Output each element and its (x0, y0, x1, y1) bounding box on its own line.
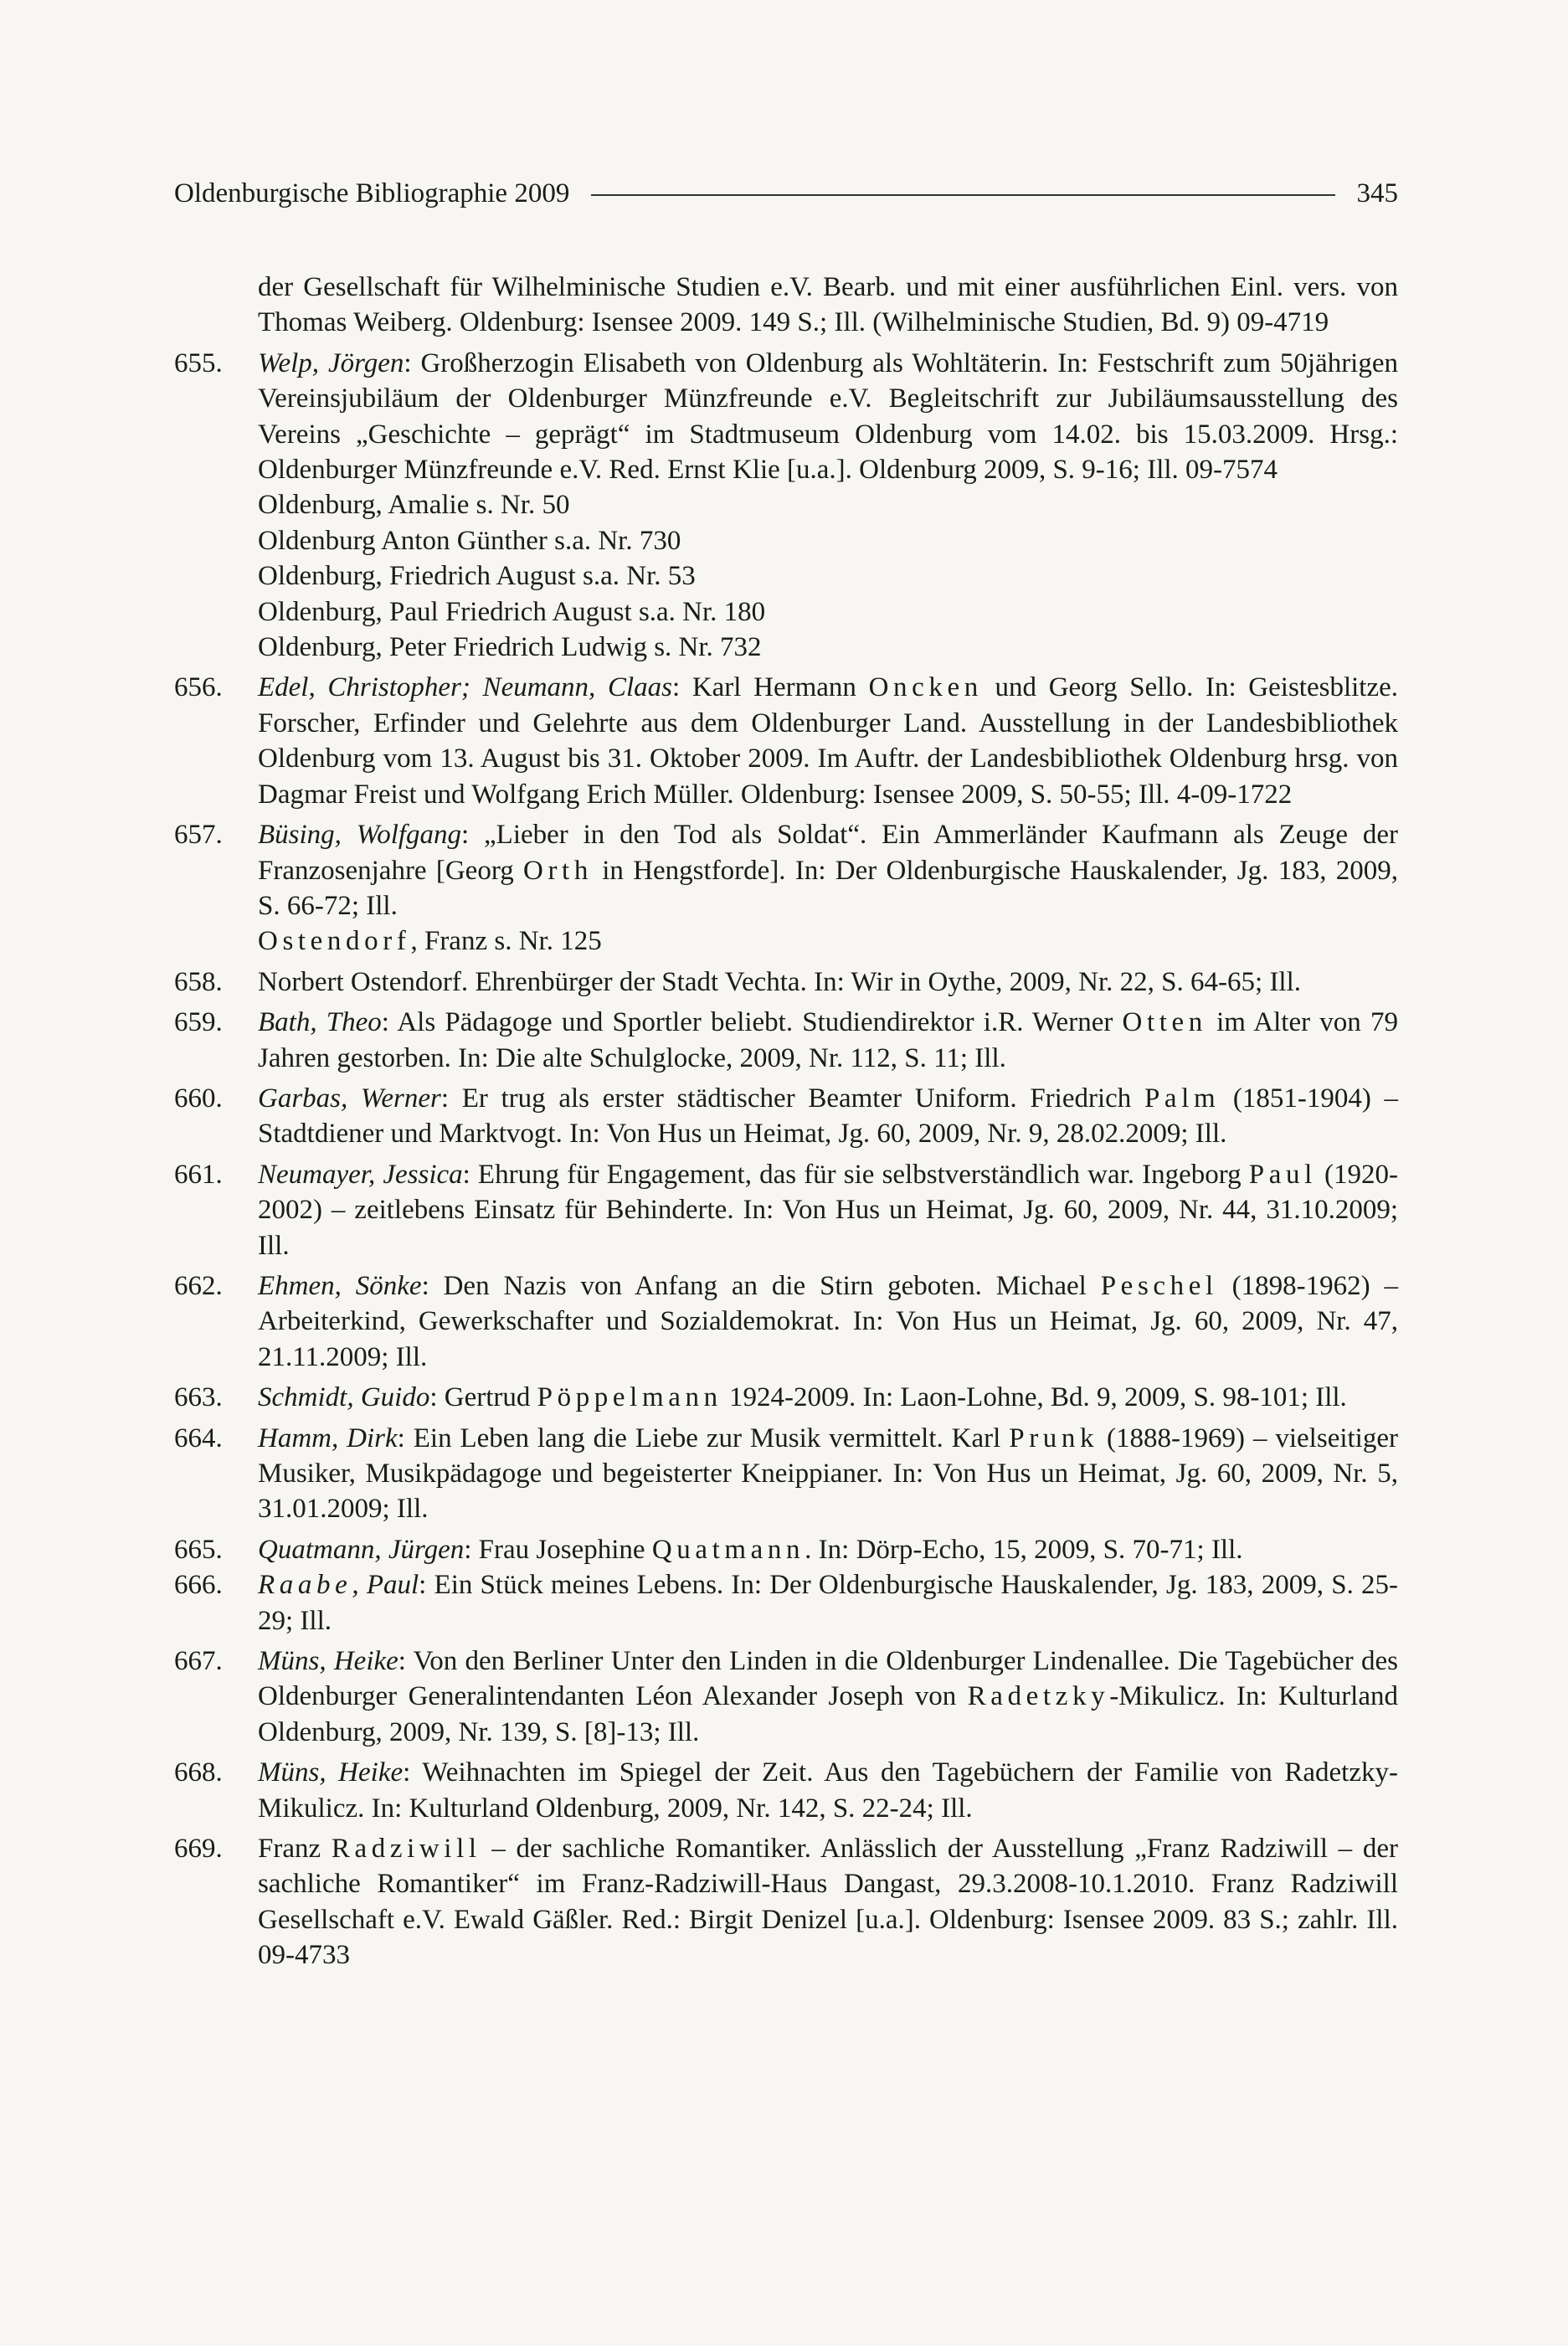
entry-657 (174, 817, 1398, 923)
entry-subject: Oncken (868, 672, 983, 703)
entry-text: : Er trug als erster städtischer Beamter Uniform. Friedrich (440, 1083, 1144, 1114)
entry-number: 661. (174, 1159, 223, 1190)
entry-subject: Otten (1122, 1007, 1207, 1038)
entry-number: 664. (174, 1423, 223, 1453)
entry-subject: Paul (1248, 1159, 1317, 1190)
page-number: 345 (1356, 177, 1398, 208)
cross-reference: Oldenburg, Peter Friedrich Ludwig s. Nr. 732 (258, 632, 762, 663)
entry-656 (174, 670, 1398, 812)
entry-author: Büsing, Wolfgang (258, 820, 462, 851)
entry-text: im Alter von 79 Jahren gestorben. In: Die alte Schulglocke, 2009, Nr. 112, S. 11; Ill. (258, 1007, 1398, 1073)
running-header (174, 174, 1398, 213)
header-rule (591, 194, 1334, 196)
entry-number: 658. (174, 966, 223, 997)
entry-subject: Peschel (1100, 1270, 1218, 1301)
entry-text: in Hengstforde]. In: Der Oldenburgische Hauskalender, Jg. 183, 2009, S. 66-72; Ill. (258, 855, 1398, 921)
entry-text: : Großherzogin Elisabeth von Oldenburg als Wohltäterin. In: Festschrift zum 50jährigen Vereinsjubiläum der Oldenburger Münzfreunde e.V. Begleitschrift zur Jubiläumsausstellung des Vereins „Geschichte – geprägt“ im Stadtmuseum Oldenburg vom 14.02. bis 15.03.2009. Hrsg.: Oldenburger Münzfreunde e.V. Red. Ernst Klie [u.a.]. Oldenburg 2009, S. 9-16; Ill. 09-7574 (258, 347, 1398, 486)
entry-text: – der sachliche Romantiker. Anlässlich der Ausstellung „Franz Radziwill – der sachliche Romantiker“ im Franz-Radziwill-Haus Dangast, 29.3.2008-10.1.2010. Franz Radziwill Gesellschaft e.V. Ewald Gäßler. Red.: Birgit Denizel [u.a.]. Oldenburg: Isensee 2009. 83 S.; zahlr. Ill. 09-4733 (258, 1834, 1398, 1971)
entry-number: 668. (174, 1757, 223, 1788)
entry-subject: Orth (523, 855, 593, 886)
cross-reference: Oldenburg, Amalie s. Nr. 50 (258, 490, 570, 521)
entry-658 (174, 965, 1398, 1000)
entry-number: 659. (174, 1007, 223, 1038)
entry-number: 655. (174, 347, 223, 378)
entry-text: (1920-2002) – zeitlebens Einsatz für Behinderte. In: Von Hus un Heimat, Jg. 60, 2009, Nr. 44, 31.10.2009; Ill. (258, 1159, 1399, 1261)
cross-reference: Oldenburg Anton Günther s.a. Nr. 730 (258, 525, 681, 556)
entry-author: Bath, Theo (258, 1007, 382, 1038)
entry-subject: Radziwill (331, 1834, 481, 1865)
entry-text: (1898-1962) – Arbeiterkind, Gewerkschafter und Sozialdemokrat. In: Von Hus un Heimat, Jg. 60, 2009, Nr. 47, 21.11.2009; Ill. (258, 1270, 1399, 1372)
entry-text: der Gesellschaft für Wilhelminische Studien e.V. Bearb. und mit einer ausführlichen Einl. vers. von Thomas Weiberg. Oldenburg: Isensee 2009. 149 S.; Ill. (Wilhelminische Studien, Bd. 9) 09-4719 (258, 272, 1398, 338)
entry-number: 657. (174, 820, 223, 851)
entry-text: (1888-1969) – vielseitiger Musiker, Musikpädagoge und begeisterter Kneippianer. In: Von Hus un Heimat, Jg. 60, 2009, Nr. 5, 31.01.2009; Ill. (258, 1423, 1398, 1525)
cross-reference-subject: Ostendorf (258, 926, 411, 957)
entry-subject: Palm (1144, 1083, 1221, 1114)
entry-667 (174, 1644, 1398, 1750)
entry-661 (174, 1157, 1398, 1263)
entry-author: Garbas, Werner (258, 1083, 441, 1114)
entry-text: Norbert Ostendorf. Ehrenbürger der Stadt Vechta. In: Wir in Oythe, 2009, Nr. 22, S. 64-65; Ill. (258, 966, 1302, 997)
entry-author: Müns, Heike (258, 1757, 404, 1788)
entry-text: : Weihnachten im Spiegel der Zeit. Aus den Tagebüchern der Familie von Radetzky-Mikulicz. In: Kulturland Oldenburg, 2009, Nr. 142, S. 22-24; Ill. (258, 1757, 1398, 1824)
entry-author: Hamm, Dirk (258, 1423, 398, 1453)
entry-text: : Gertrud (429, 1382, 537, 1413)
bibliography-body (174, 270, 1398, 1973)
entry-continuation (174, 270, 1398, 341)
entry-text: : Den Nazis von Anfang an die Stirn geboten. Michael (421, 1270, 1101, 1301)
entry-664 (174, 1421, 1398, 1527)
entry-text: Franz (258, 1834, 332, 1865)
entry-668 (174, 1755, 1398, 1826)
entry-author: Neumayer, Jessica (258, 1159, 463, 1190)
entry-669 (174, 1831, 1398, 1973)
entry-author-surname: Raabe (258, 1570, 352, 1601)
entry-666 (174, 1567, 1398, 1639)
cross-reference: Oldenburg, Paul Friedrich August s.a. Nr. 180 (258, 596, 766, 627)
entry-subject: Radetzky (967, 1681, 1110, 1712)
entry-number: 656. (174, 672, 223, 703)
entry-subject: Quatmann (651, 1534, 805, 1565)
entry-text: -Mikulicz. In: Kulturland Oldenburg, 2009, Nr. 139, S. [8]-13; Ill. (258, 1681, 1398, 1747)
entry-author: Welp, Jörgen (258, 347, 404, 378)
entry-text: : Als Pädagoge und Sportler beliebt. Studiendirektor i.R. Werner (381, 1007, 1123, 1038)
entry-number: 665. (174, 1534, 223, 1565)
entry-662 (174, 1268, 1398, 1375)
entry-660 (174, 1081, 1398, 1152)
entry-text: (1851-1904) – Stadtdiener und Marktvogt. In: Von Hus un Heimat, Jg. 60, 2009, Nr. 9, 28.02.2009; Ill. (258, 1083, 1399, 1150)
entry-subject: Prunk (1009, 1423, 1099, 1453)
entry-author: Ehmen, Sönke (258, 1270, 422, 1301)
entry-655 (174, 346, 1398, 488)
entry-author: Müns, Heike (258, 1646, 398, 1677)
entry-author: Edel, Christopher; Neumann, Claas (258, 672, 672, 703)
cross-reference-text: , Franz s. Nr. 125 (410, 926, 602, 957)
cross-reference (174, 923, 1398, 959)
entry-author: , Paul (352, 1570, 419, 1601)
entry-text: : Frau Josephine (464, 1534, 652, 1565)
entry-text: : Ein Stück meines Lebens. In: Der Oldenburgische Hauskalender, Jg. 183, 2009, S. 25-29; Ill. (258, 1570, 1399, 1636)
entry-text: : Ehrung für Engagement, das für sie selbstverständlich war. Ingeborg (462, 1159, 1249, 1190)
entry-number: 667. (174, 1646, 223, 1677)
entry-number: 666. (174, 1570, 223, 1601)
entry-text: . In: Dörp-Echo, 15, 2009, S. 70-71; Ill. (805, 1534, 1243, 1565)
entry-number: 662. (174, 1270, 223, 1301)
entry-text: : Ein Leben lang die Liebe zur Musik vermittelt. Karl (397, 1423, 1010, 1453)
entry-663 (174, 1380, 1398, 1415)
entry-text: 1924-2009. In: Laon-Lohne, Bd. 9, 2009, S. 98-101; Ill. (722, 1382, 1347, 1413)
entry-author: Quatmann, Jürgen (258, 1534, 465, 1565)
cross-reference: Oldenburg, Friedrich August s.a. Nr. 53 (258, 561, 696, 592)
entry-number: 660. (174, 1083, 223, 1114)
entry-text: und Georg Sello. In: Geistesblitze. Forscher, Erfinder und Gelehrte aus dem Oldenburger Land. Ausstellung in der Landesbibliothek Oldenburg vom 13. August bis 31. Oktober 2009. Im Auftr. der Landesbibliothek Oldenburg hrsg. von Dagmar Freist und Wolfgang Erich Müller. Oldenburg: Isensee 2009, S. 50-55; Ill. 4-09-1722 (258, 672, 1399, 810)
entry-text: : „Lieber in den Tod als Soldat“. Ein Ammerländer Kaufmann als Zeuge der Franzosenjahre [Georg (258, 820, 1398, 886)
header-title: Oldenburgische Bibliographie 2009 (174, 177, 570, 208)
entry-text: : Von den Berliner Unter den Linden in die Oldenburger Lindenallee. Die Tagebücher des Oldenburger Generalintendanten Léon Alexander Joseph von (258, 1646, 1398, 1712)
entry-665 (174, 1532, 1398, 1567)
entry-number: 663. (174, 1382, 223, 1413)
entry-text: : Karl Hermann (672, 672, 869, 703)
entry-659 (174, 1005, 1398, 1076)
entry-subject: Pöppelmann (537, 1382, 722, 1413)
entry-author: Schmidt, Guido (258, 1382, 430, 1413)
entry-number: 669. (174, 1834, 223, 1865)
